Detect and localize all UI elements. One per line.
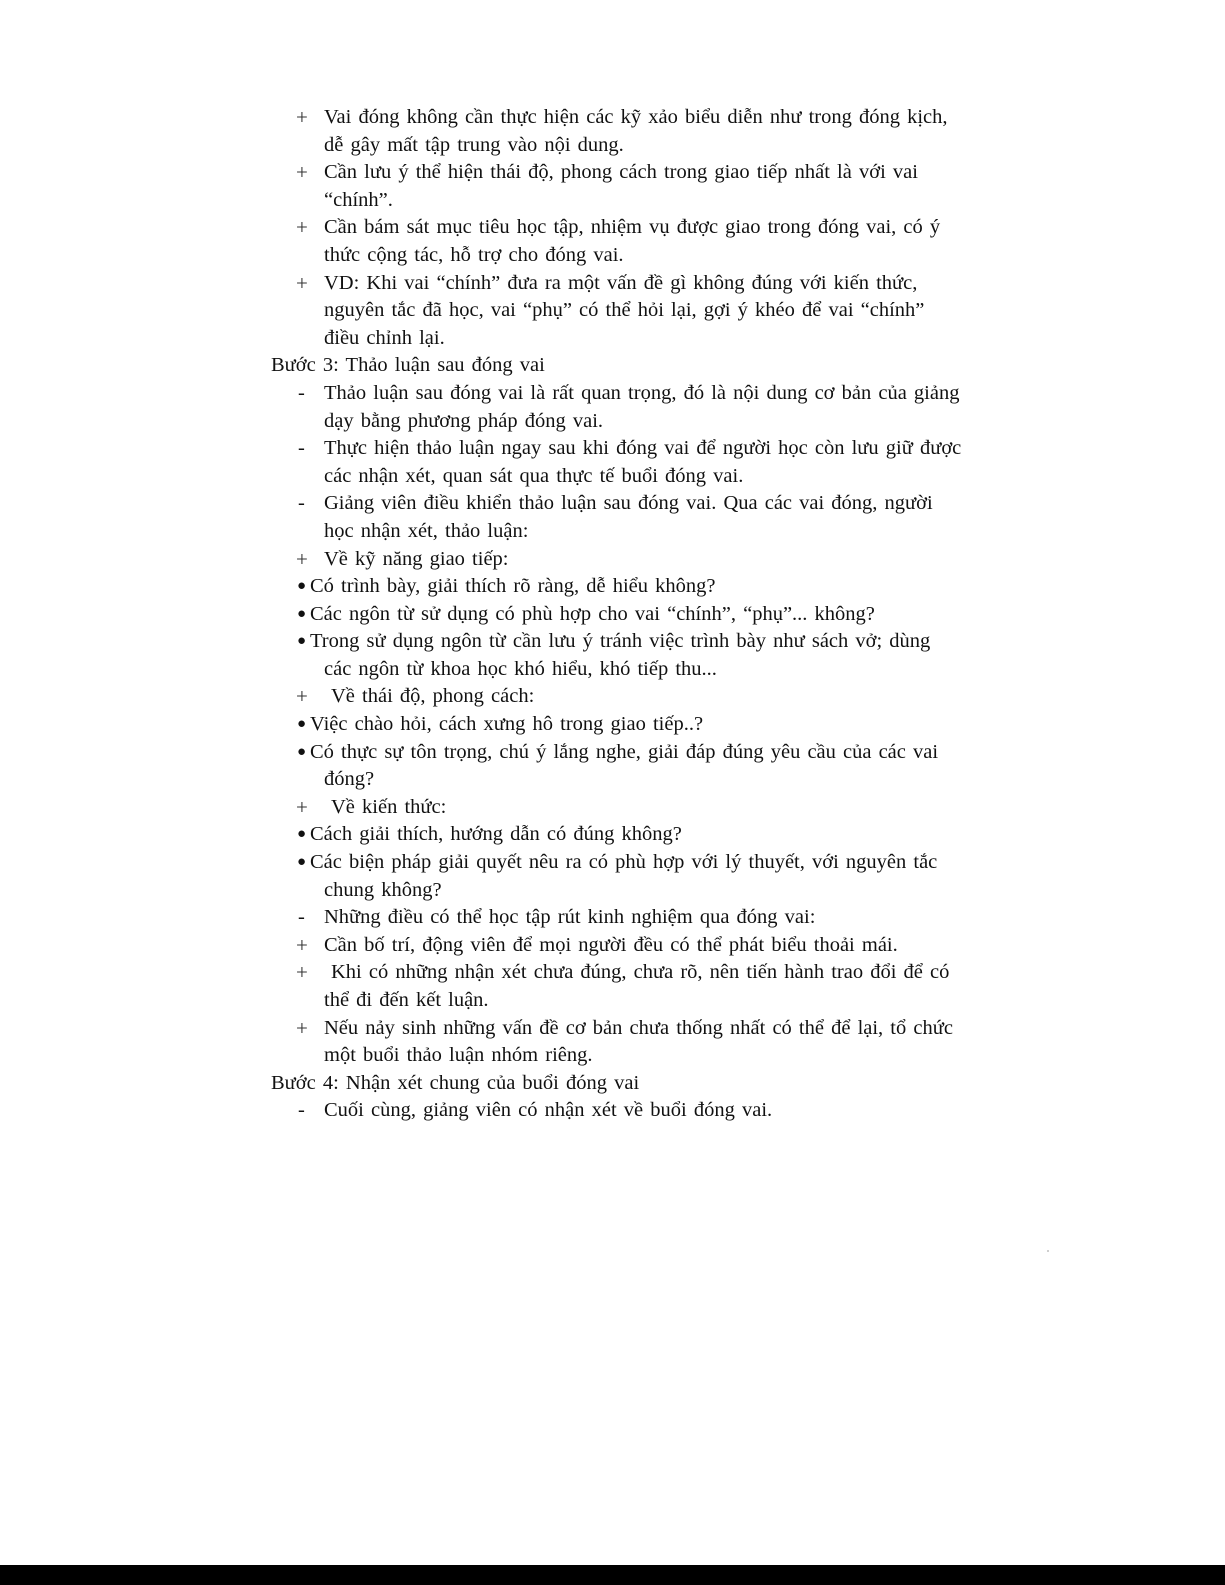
list-item-continuation — [0, 242, 1225, 270]
bullet-item — [0, 628, 1225, 656]
step-3-heading: Bước 3: Thảo luận sau đóng vai — [271, 354, 545, 377]
bullet-marker: ● — [297, 578, 307, 595]
bullet-marker: ● — [297, 854, 307, 871]
plus-marker: + — [296, 270, 308, 295]
list-item — [0, 159, 1225, 187]
bullet-item-text: Có trình bày, giải thích rõ ràng, dễ hiểu không? — [310, 575, 716, 598]
bullet-marker: ● — [297, 826, 307, 843]
list-item-continuation — [0, 297, 1225, 325]
list-item-text: Thực hiện thảo luận ngay sau khi đóng vai để người học còn lưu giữ được — [324, 437, 962, 460]
plus-marker: + — [296, 1015, 308, 1040]
list-item-text: Cần bố trí, động viên để mọi người đều có thể phát biểu thoải mái. — [324, 933, 898, 956]
document-body — [0, 104, 1225, 1125]
list-item-continuation — [0, 187, 1225, 215]
list-item-continuation — [0, 518, 1225, 546]
plus-marker: + — [296, 160, 308, 185]
list-item-text: Nếu nảy sinh những vấn đề cơ bản chưa thống nhất có thể để lại, tổ chức — [324, 1016, 953, 1039]
list-item-text: thức cộng tác, hỗ trợ cho đóng vai. — [324, 243, 624, 266]
bullet-item-continuation — [0, 656, 1225, 684]
dash-marker: - — [298, 437, 305, 460]
bullet-item-text: Việc chào hỏi, cách xưng hô trong giao tiếp..? — [310, 713, 704, 736]
list-item — [0, 380, 1225, 408]
list-item-continuation — [0, 325, 1225, 353]
list-item — [0, 959, 1225, 987]
dash-marker: - — [298, 492, 305, 515]
bullet-marker: ● — [297, 633, 307, 650]
list-item-text: điều chỉnh lại. — [324, 326, 445, 349]
list-item — [0, 104, 1225, 132]
list-item-text: Về thái độ, phong cách: — [331, 685, 535, 708]
bullet-item — [0, 601, 1225, 629]
list-item-text: các nhận xét, quan sát qua thực tế buổi đóng vai. — [324, 464, 744, 487]
list-item-continuation — [0, 1042, 1225, 1070]
list-item-text: dạy bằng phương pháp đóng vai. — [324, 409, 604, 432]
list-item — [0, 1097, 1225, 1125]
list-item-text: Về kiến thức: — [331, 795, 447, 818]
bullet-item-text: chung không? — [324, 878, 442, 901]
plus-marker: + — [296, 960, 308, 985]
list-item — [0, 546, 1225, 574]
list-item — [0, 683, 1225, 711]
list-item — [0, 1015, 1225, 1043]
list-item — [0, 214, 1225, 242]
list-item-text: Cuối cùng, giảng viên có nhận xét về buổi đóng vai. — [324, 1099, 773, 1122]
list-item — [0, 270, 1225, 298]
list-item-text: nguyên tắc đã học, vai “phụ” có thể hỏi lại, gợi ý khéo để vai “chính” — [324, 299, 925, 322]
list-item — [0, 932, 1225, 960]
list-item-text: dễ gây mất tập trung vào nội dung. — [324, 133, 624, 156]
list-item — [0, 794, 1225, 822]
step-4-heading: Bước 4: Nhận xét chung của buổi đóng vai — [271, 1071, 640, 1094]
list-item-text: Giảng viên điều khiển thảo luận sau đóng vai. Qua các vai đóng, người — [324, 492, 933, 515]
bullet-item-text: các ngôn từ khoa học khó hiểu, khó tiếp thu... — [324, 657, 717, 680]
bullet-item — [0, 849, 1225, 877]
bullet-item-continuation — [0, 766, 1225, 794]
bullet-item — [0, 573, 1225, 601]
list-item-text: Vai đóng không cần thực hiện các kỹ xảo biểu diễn như trong đóng kịch, — [324, 106, 948, 128]
list-item-text: học nhận xét, thảo luận: — [324, 519, 529, 542]
plus-marker: + — [296, 105, 308, 129]
plus-marker: + — [296, 932, 308, 957]
list-item-text: Về kỹ năng giao tiếp: — [324, 547, 509, 570]
list-item-text: Những điều có thể học tập rút kinh nghiệm qua đóng vai: — [324, 906, 816, 929]
bullet-item — [0, 821, 1225, 849]
list-item-text: Cần bám sát mục tiêu học tập, nhiệm vụ được giao trong đóng vai, có ý — [324, 216, 941, 239]
list-item — [0, 904, 1225, 932]
scan-speck — [1047, 1250, 1049, 1252]
plus-marker: + — [296, 794, 308, 819]
bullet-item-text: Các biện pháp giải quyết nêu ra có phù hợp với lý thuyết, với nguyên tắc — [310, 851, 938, 874]
list-item-text: “chính”. — [324, 188, 393, 211]
list-item-text: một buổi thảo luận nhóm riêng. — [324, 1044, 593, 1067]
bullet-marker: ● — [297, 716, 307, 733]
list-item — [0, 435, 1225, 463]
list-item-text: thể đi đến kết luận. — [324, 989, 489, 1011]
plus-marker: + — [296, 215, 308, 240]
list-item-text: VD: Khi vai “chính” đưa ra một vấn đề gì không đúng với kiến thức, — [324, 271, 918, 294]
list-item-continuation — [0, 987, 1225, 1015]
plus-marker: + — [296, 684, 308, 709]
bullet-item-text: Cách giải thích, hướng dẫn có đúng không? — [310, 823, 682, 846]
dash-marker: - — [298, 1099, 305, 1122]
bullet-marker: ● — [297, 743, 307, 760]
step-heading — [0, 1070, 1225, 1098]
bullet-item-text: Trong sử dụng ngôn từ cần lưu ý tránh việc trình bày như sách vở; dùng — [310, 630, 931, 653]
list-item-continuation — [0, 408, 1225, 436]
dash-marker: - — [298, 381, 305, 404]
step-heading — [0, 352, 1225, 380]
plus-marker: + — [296, 546, 308, 571]
list-item-text: Thảo luận sau đóng vai là rất quan trọng, đó là nội dung cơ bản của giảng — [324, 381, 960, 404]
bullet-item-text: Có thực sự tôn trọng, chú ý lắng nghe, giải đáp đúng yêu cầu của các vai — [310, 740, 939, 763]
bullet-item-text: Các ngôn từ sử dụng có phù hợp cho vai “chính”, “phụ”... không? — [310, 602, 875, 625]
list-item-text: Cần lưu ý thể hiện thái độ, phong cách trong giao tiếp nhất là với vai — [324, 161, 918, 184]
dash-marker: - — [298, 906, 305, 929]
list-item-continuation — [0, 463, 1225, 491]
list-item — [0, 490, 1225, 518]
list-item-text: Khi có những nhận xét chưa đúng, chưa rõ, nên tiến hành trao đổi để có — [331, 961, 950, 984]
bullet-item-continuation — [0, 877, 1225, 905]
bullet-item — [0, 711, 1225, 739]
bullet-marker: ● — [297, 605, 307, 622]
bullet-item-text: đóng? — [324, 768, 375, 791]
list-item-continuation — [0, 132, 1225, 160]
scan-bottom-edge — [0, 1565, 1225, 1585]
bullet-item — [0, 739, 1225, 767]
